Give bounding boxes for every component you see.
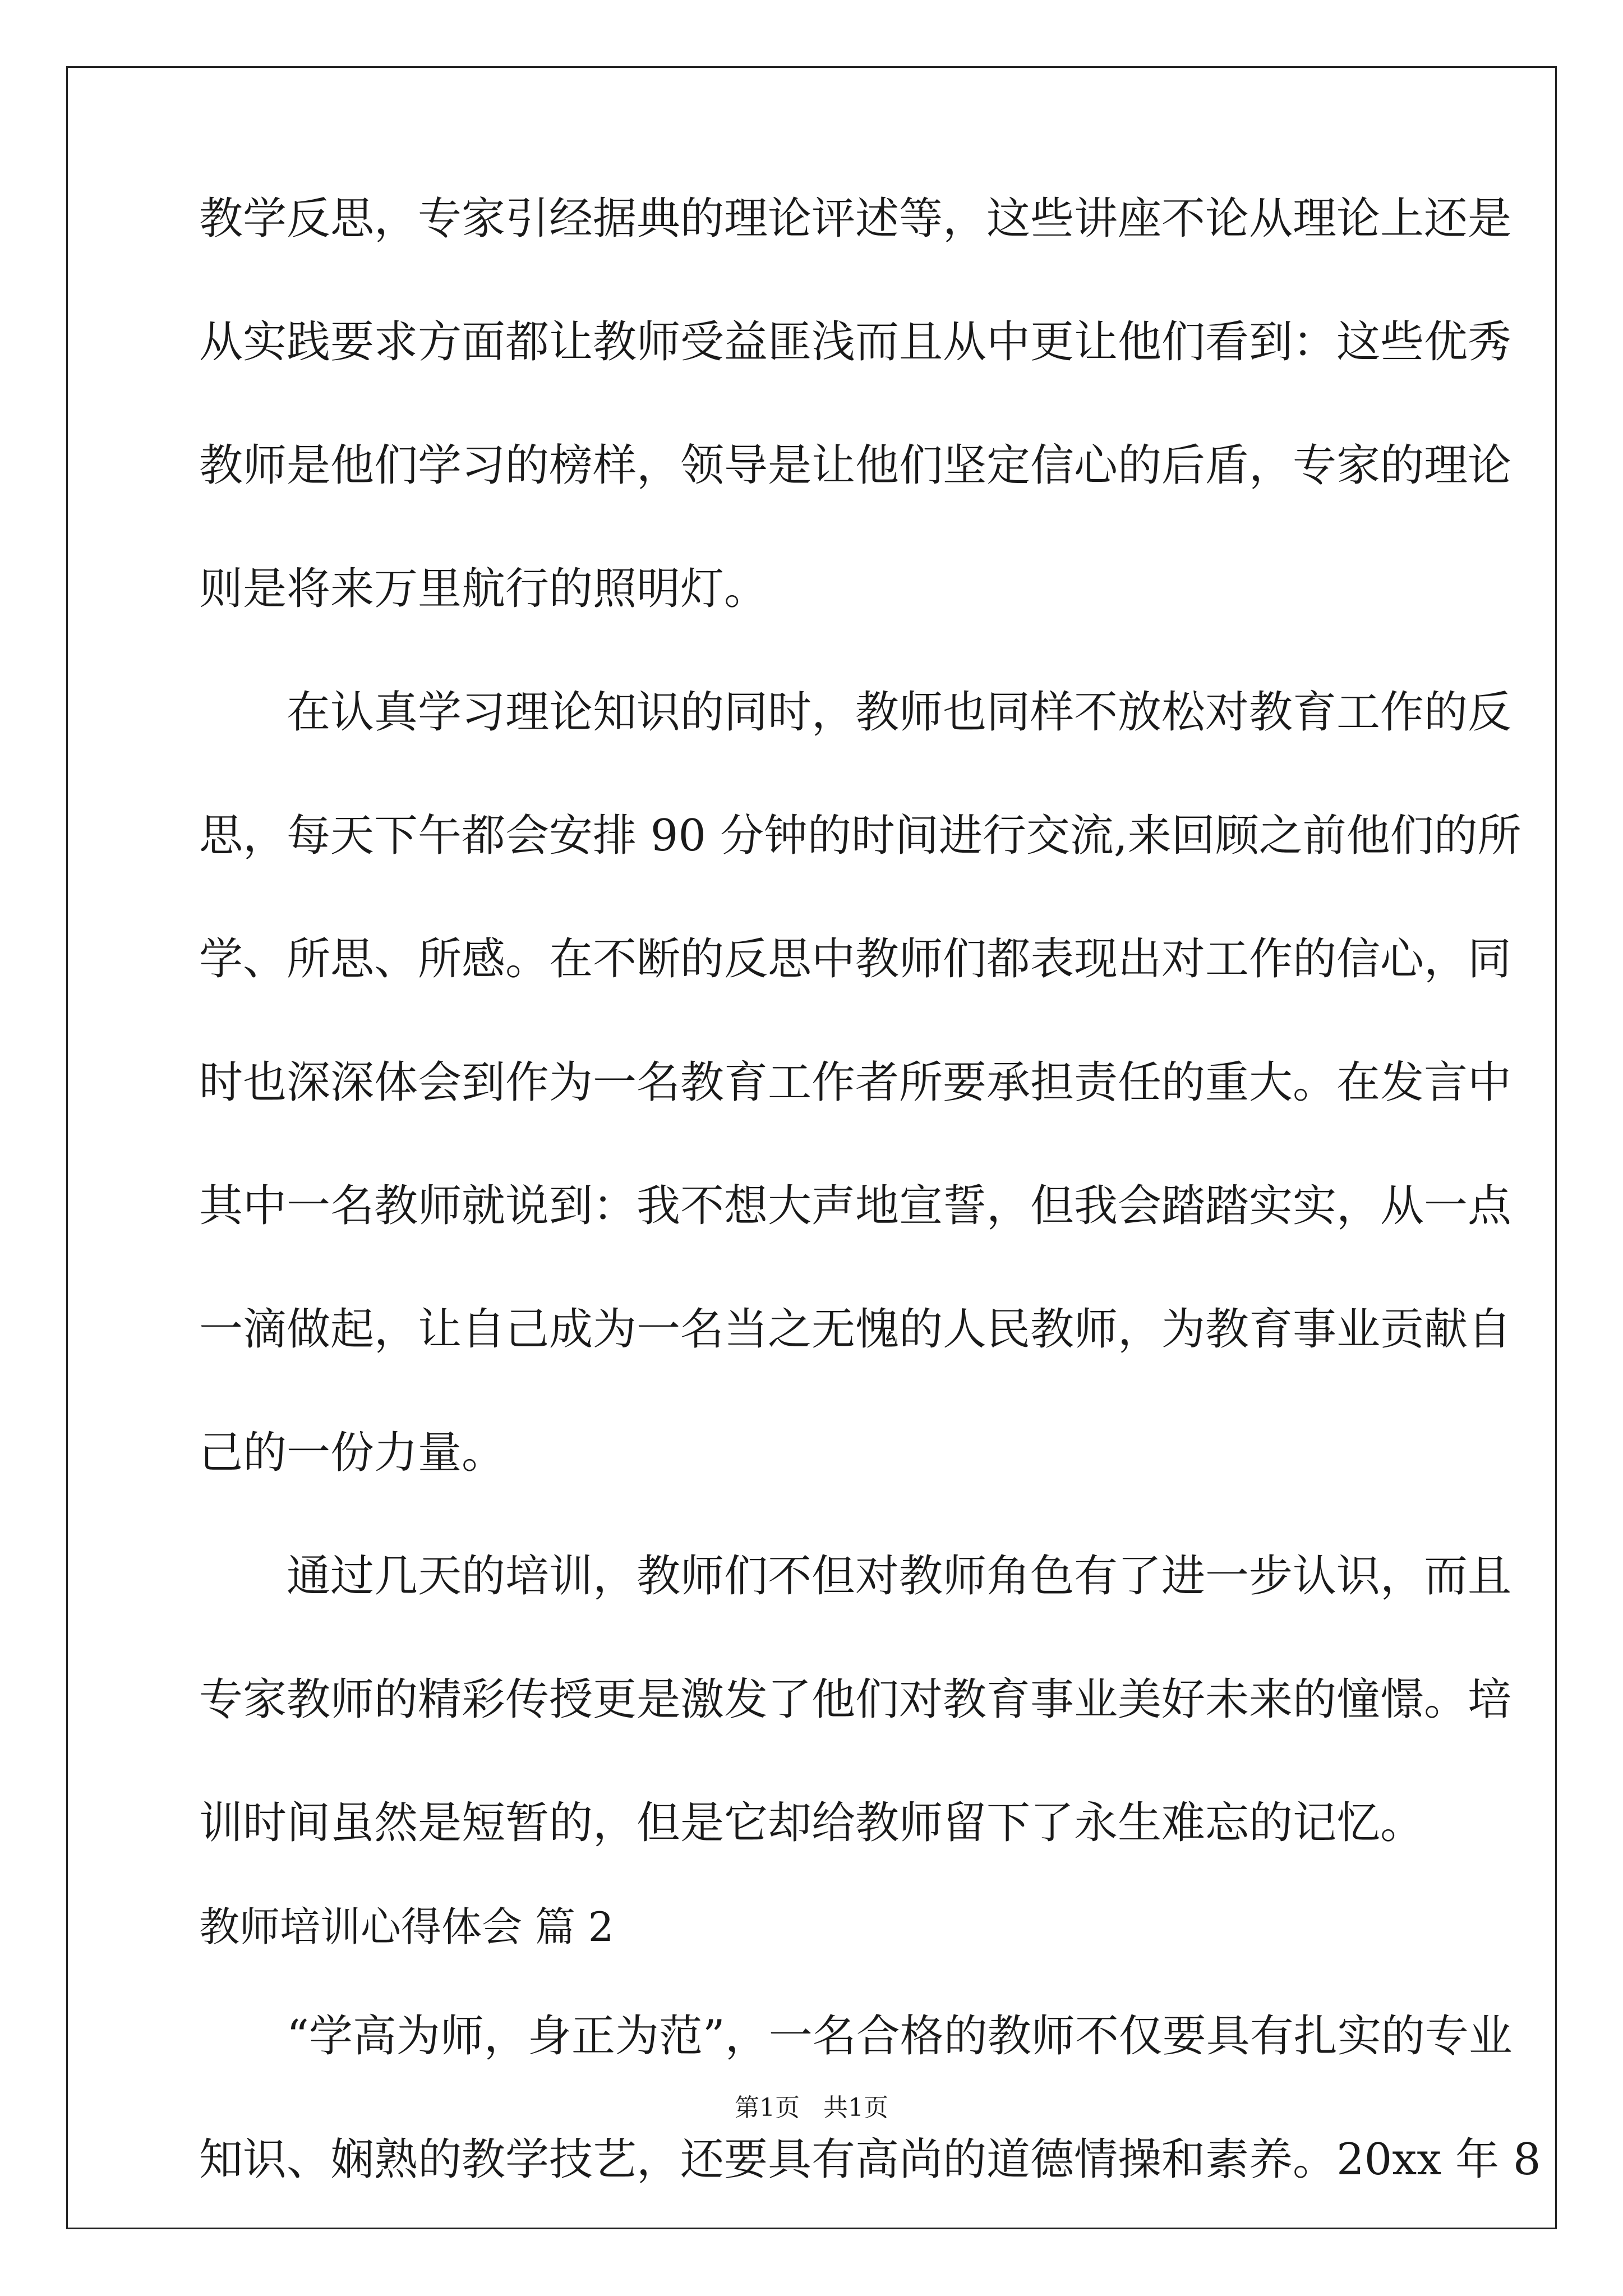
- paragraph-line: 知识、娴熟的教学技艺，还要具有高尚的道德情操和素养。20xx 年 8: [199, 2134, 1541, 2185]
- paragraph-line: 专家教师的精彩传授更是激发了他们对教育事业美好未来的憧憬。培: [199, 1674, 1512, 1725]
- paragraph-line: 通过几天的培训，教师们不但对教师角色有了进一步认识，而且: [199, 1551, 1512, 1602]
- paragraph-line: 教师是他们学习的榜样，领导是让他们坚定信心的后盾，专家的理论: [199, 440, 1512, 491]
- paragraph-line: 己的一份力量。: [199, 1428, 506, 1478]
- paragraph-line: 从实践要求方面都让教师受益匪浅而且从中更让他们看到：这些优秀: [199, 317, 1512, 367]
- paragraph-line: 时也深深体会到作为一名教育工作者所要承担责任的重大。在发言中: [199, 1057, 1512, 1108]
- paragraph-line: 在认真学习理论知识的同时，教师也同样不放松对教育工作的反: [199, 687, 1512, 738]
- section-heading: 教师培训心得体会 篇 2: [199, 1903, 614, 1950]
- paragraph-line: 则是将来万里航行的照明灯。: [199, 564, 768, 614]
- page-number-footer: 第1页 共1页: [735, 2093, 888, 2122]
- paragraph-line: 思，每天下午都会安排 90 分钟的时间进行交流,来回顾之前他们的所: [199, 811, 1521, 861]
- paragraph-line: 教学反思，专家引经据典的理论评述等，这些讲座不论从理论上还是: [199, 194, 1512, 244]
- paragraph-line: 一滴做起，让自己成为一名当之无愧的人民教师，为教育事业贡献自: [199, 1304, 1512, 1355]
- paragraph-line: 学、所思、所感。在不断的反思中教师们都表现出对工作的信心，同: [199, 934, 1512, 984]
- paragraph-line: 其中一名教师就说到：我不想大声地宣誓，但我会踏踏实实，从一点: [199, 1181, 1512, 1231]
- paragraph-line: “学高为师，身正为范”，一名合格的教师不仅要具有扎实的专业: [199, 2011, 1513, 2062]
- paragraph-line: 训时间虽然是短暂的，但是它却给教师留下了永生难忘的记忆。: [199, 1798, 1424, 1848]
